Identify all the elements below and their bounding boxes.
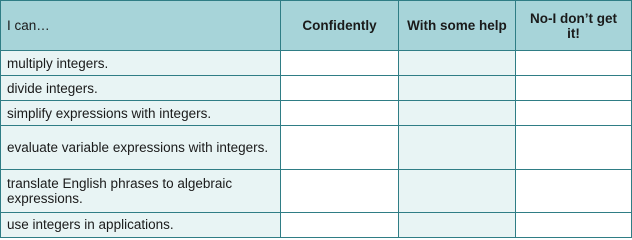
- confidently-cell[interactable]: [281, 212, 399, 237]
- no-i-dont-get-it-cell[interactable]: [516, 51, 632, 76]
- table-row: [1, 126, 632, 169]
- confidently-cell[interactable]: [281, 51, 399, 76]
- confidently-cell[interactable]: [281, 126, 399, 169]
- table-row: [1, 169, 632, 212]
- checklist-body: [1, 51, 632, 238]
- no-i-dont-get-it-cell[interactable]: [516, 101, 632, 126]
- header-confidently: Confidently: [281, 1, 399, 51]
- table-row: [1, 101, 632, 126]
- statement-cell: divide integers.: [1, 76, 281, 101]
- confidently-cell[interactable]: [281, 76, 399, 101]
- confidently-cell[interactable]: [281, 101, 399, 126]
- with-some-help-cell[interactable]: [399, 212, 516, 237]
- checklist-header: [1, 1, 632, 51]
- header-no-i-dont-get-it: No-I don’t get it!: [516, 1, 632, 51]
- no-i-dont-get-it-cell[interactable]: [516, 126, 632, 169]
- statement-cell: simplify expressions with integers.: [1, 101, 281, 126]
- with-some-help-cell[interactable]: [399, 101, 516, 126]
- header-with-some-help: With some help: [399, 1, 516, 51]
- header-i-can: I can…: [1, 1, 281, 51]
- with-some-help-cell[interactable]: [399, 169, 516, 212]
- with-some-help-cell[interactable]: [399, 76, 516, 101]
- statement-cell: multiply integers.: [1, 51, 281, 76]
- statement-cell: use integers in applications.: [1, 212, 281, 237]
- confidently-cell[interactable]: [281, 169, 399, 212]
- no-i-dont-get-it-cell[interactable]: [516, 169, 632, 212]
- statement-cell: translate English phrases to algebraic expressions.: [1, 169, 281, 212]
- table-row: [1, 76, 632, 101]
- with-some-help-cell[interactable]: [399, 51, 516, 76]
- table-row: [1, 212, 632, 237]
- no-i-dont-get-it-cell[interactable]: [516, 76, 632, 101]
- statement-cell: evaluate variable expressions with integers.: [1, 126, 281, 169]
- with-some-help-cell[interactable]: [399, 126, 516, 169]
- table-row: [1, 51, 632, 76]
- no-i-dont-get-it-cell[interactable]: [516, 212, 632, 237]
